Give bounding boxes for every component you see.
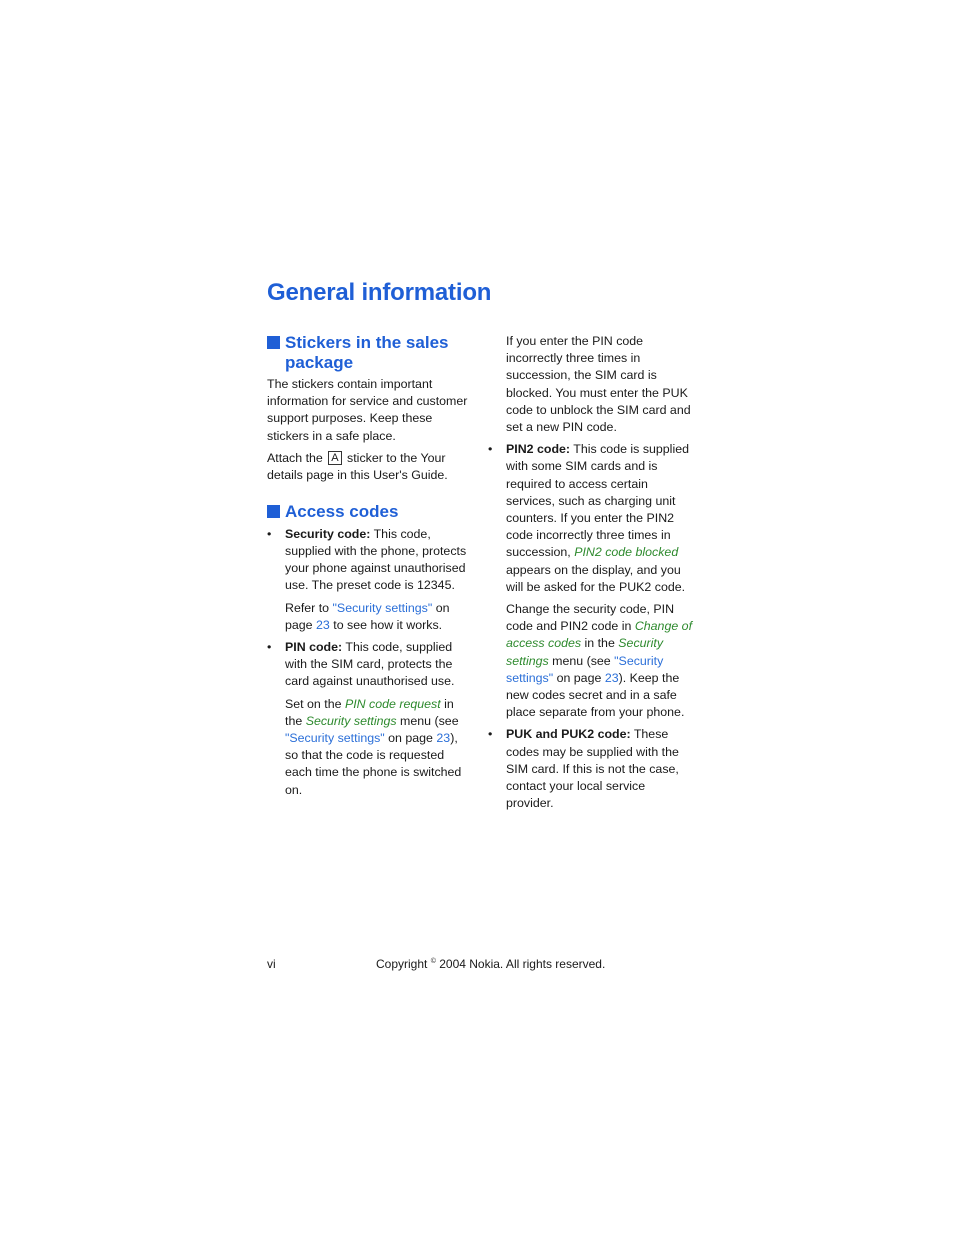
text: on page [556, 670, 602, 685]
term-text: This code is supplied with some SIM cards and is required to access certain services, such as charging unit counters. If you enter the PIN2 code incorrectly three times in succession, [506, 442, 689, 560]
list-item-puk-code [488, 726, 693, 812]
text: Set on the [285, 696, 342, 711]
text: on page [388, 730, 433, 745]
stickers-paragraph: The stickers contain important information for service and customer support purposes. Keep these stickers in a safe place. [267, 377, 468, 443]
section-square-icon [267, 336, 280, 349]
security-settings-link[interactable]: "Security settings" [285, 730, 385, 745]
menu-pin2-code-blocked: PIN2 code blocked [574, 545, 679, 560]
page-link[interactable]: 23 [316, 617, 330, 632]
left-column [267, 333, 472, 804]
term-text: This code, supplied with the SIM card, protects the card against unauthorised use. [285, 639, 455, 689]
menu-security-settings: Security settings [305, 713, 397, 728]
term-label: PIN2 code: [506, 442, 571, 457]
text: Change the security code, PIN code and PIN2 code in [506, 602, 675, 634]
pin-continued-paragraph: If you enter the PIN code incorrectly three times in succession, the SIM card is blocked. You must enter the PUK code to unblock the SIM card and set a new PIN code. [506, 334, 691, 435]
right-column [488, 333, 693, 817]
menu-change-of-access-codes: Change of access codes [506, 619, 693, 651]
menu-pin-code-request: PIN code request [344, 696, 441, 711]
security-settings-link[interactable]: "Security settings" [506, 653, 664, 685]
term-label: PIN code: [285, 639, 343, 654]
bullet-icon: • [267, 526, 272, 541]
text: ). Keep the new codes secret and in a safe place separate from your phone. [506, 670, 685, 720]
section-heading-access-codes [267, 502, 472, 522]
list-item-security-code [267, 526, 472, 634]
page-number: vi [267, 957, 276, 971]
page-link[interactable]: 23 [604, 670, 619, 685]
list-item-pin2-code [488, 441, 693, 721]
page-link[interactable]: 23 [436, 730, 451, 745]
text: in the [285, 696, 454, 728]
text: 2004 Nokia. All rights reserved. [439, 957, 606, 971]
text: on page [285, 600, 450, 632]
section-heading-stickers [267, 333, 472, 372]
text: menu (see [552, 653, 611, 668]
text: in the [584, 636, 615, 651]
copyright-notice [376, 957, 605, 971]
text: appears on the display, and you will be asked for the PUK2 code. [506, 562, 686, 594]
copyright-symbol: © [430, 958, 436, 965]
section-heading-text: Access codes [285, 502, 399, 522]
text: menu (see [400, 713, 459, 728]
text: Refer to [285, 600, 330, 615]
section-heading-text: Stickers in the sales package [285, 333, 449, 372]
bullet-icon: • [267, 639, 272, 654]
list-item-pin-code [267, 639, 472, 799]
text: Attach the [267, 450, 323, 465]
security-settings-link[interactable]: "Security settings" [332, 600, 433, 615]
bullet-icon: • [488, 442, 493, 457]
sticker-a-box: A [328, 451, 341, 465]
text: Copyright [376, 957, 428, 971]
text: to see how it works. [333, 617, 443, 632]
term-text: This code, supplied with the phone, protects your phone against unauthorised use. The preset code is 12345. [285, 526, 467, 593]
term-label: Security code: [285, 526, 371, 541]
section-square-icon [267, 505, 280, 518]
stickers-attach-paragraph [267, 450, 472, 484]
term-text: These codes may be supplied with the SIM card. If this is not the case, contact your local service provider. [506, 727, 679, 811]
text: sticker to the Your details page in this User's Guide. [267, 450, 448, 483]
page-title: General information [267, 279, 492, 306]
menu-security-settings: Security settings [506, 636, 664, 668]
term-label: PUK and PUK2 code: [506, 727, 631, 742]
text: ), so that the code is requested each time the phone is switched on. [285, 730, 462, 797]
bullet-icon: • [488, 727, 493, 742]
